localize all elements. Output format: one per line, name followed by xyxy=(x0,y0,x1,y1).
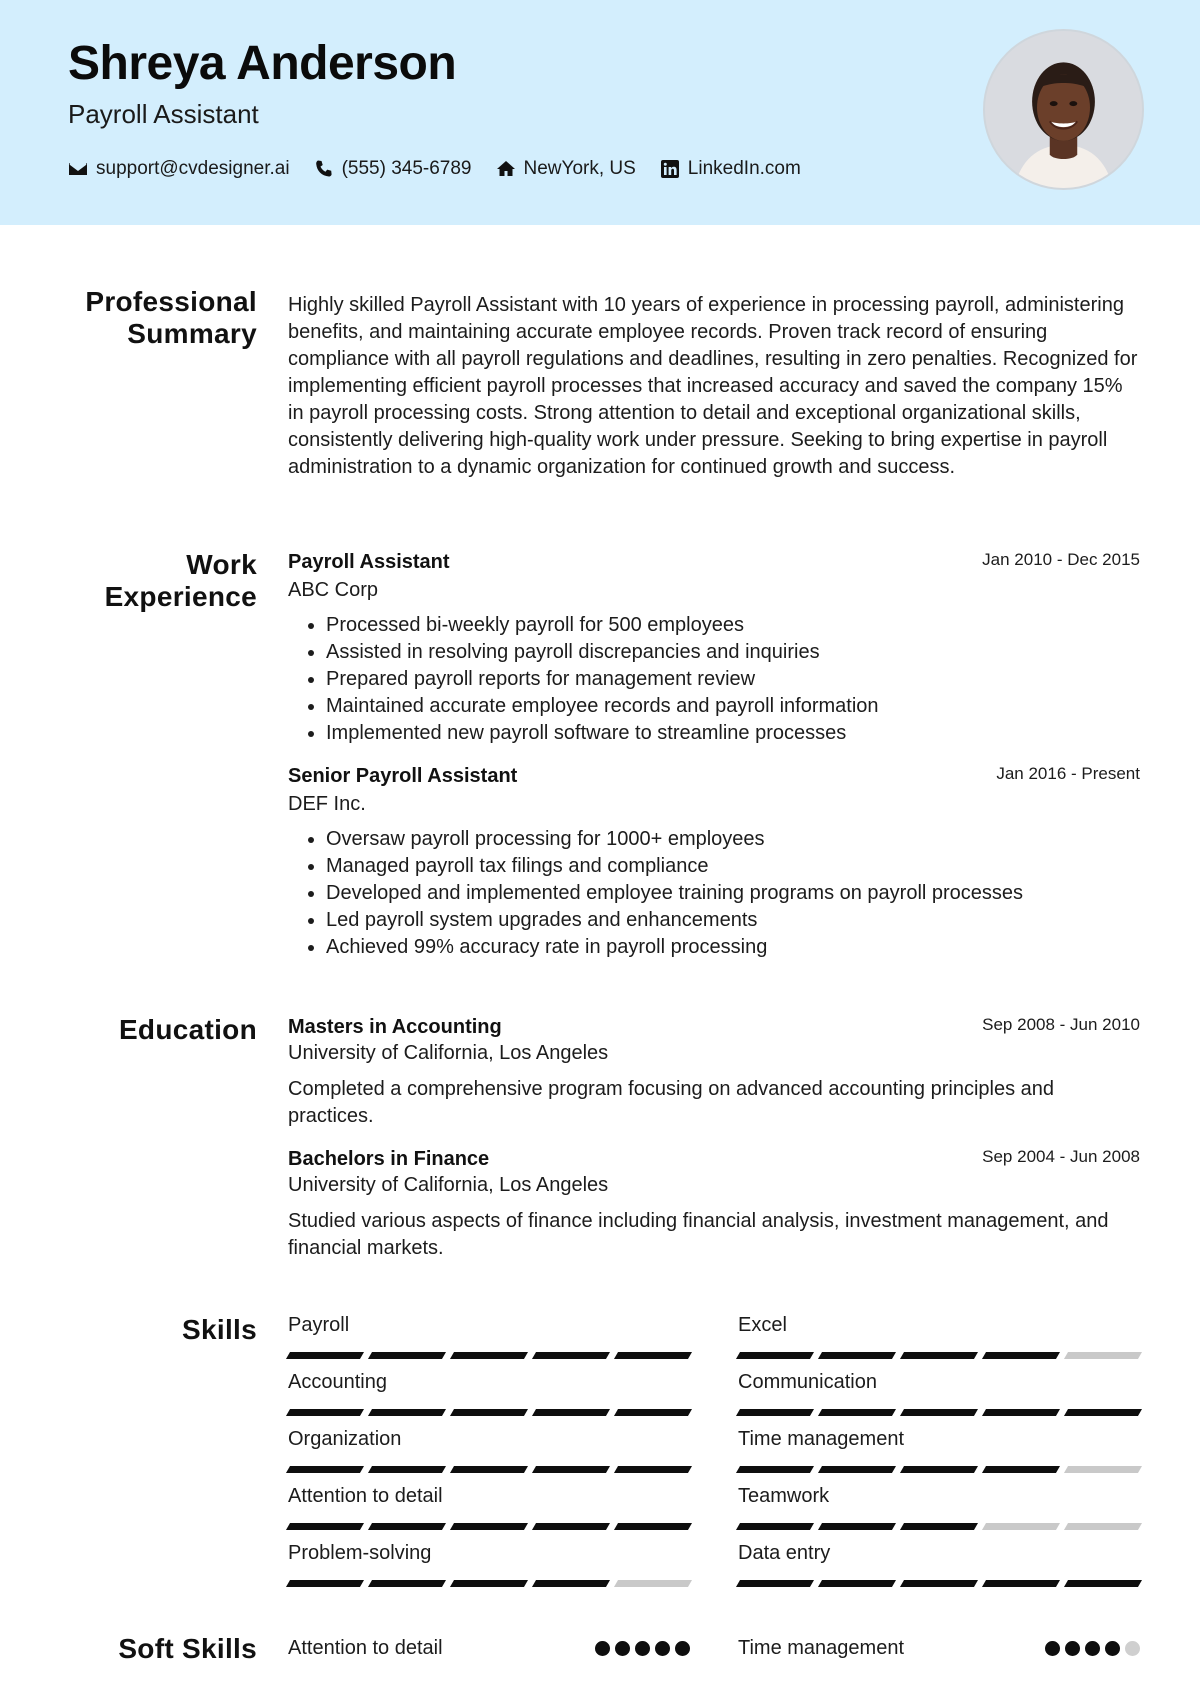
skill-level-bar xyxy=(738,1523,1140,1530)
phone-icon xyxy=(314,159,334,179)
education-2-dates: Sep 2004 - Jun 2008 xyxy=(982,1147,1140,1166)
job-1-bullets xyxy=(288,612,879,747)
skill-level-bar xyxy=(738,1466,1140,1473)
skill-label: Data entry xyxy=(738,1542,831,1564)
skill-level-bar xyxy=(288,1352,690,1359)
rating-dot xyxy=(675,1641,690,1656)
skill-level-segment xyxy=(368,1466,446,1473)
contact-linkedin-text: LinkedIn.com xyxy=(687,158,801,179)
job-1-company: ABC Corp xyxy=(288,579,379,601)
skill-level-segment xyxy=(900,1580,978,1587)
skill-item xyxy=(288,1483,690,1530)
skill-level-segment xyxy=(368,1580,446,1587)
rating-dot xyxy=(655,1641,670,1656)
skill-level-segment xyxy=(614,1409,692,1416)
home-icon xyxy=(496,159,516,179)
skill-level-segment xyxy=(286,1580,364,1587)
skill-item xyxy=(288,1312,690,1359)
soft-skill-rating xyxy=(590,1641,690,1656)
experience-heading: Work Experience xyxy=(104,549,257,612)
skill-level-segment xyxy=(450,1580,528,1587)
contact-linkedin[interactable] xyxy=(660,158,801,180)
skill-level-segment xyxy=(736,1352,814,1359)
skill-level-segment xyxy=(900,1466,978,1473)
skill-level-segment xyxy=(614,1352,692,1359)
skill-level-segment xyxy=(614,1523,692,1530)
soft-skill-label: Attention to detail xyxy=(288,1636,443,1659)
skill-level-segment xyxy=(1064,1580,1142,1587)
rating-dot xyxy=(1045,1641,1060,1656)
summary-text: Highly skilled Payroll Assistant with 10 years of experience in processing payroll, administering benefits, and maintaining accurate employee records. Proven track record of ensuring compliance with all payroll regulations and deadlines, resulting in zero penalties. Recognized for implementing efficient payroll processes that increased accuracy and saved the company 15% in payroll processing costs. Strong attention to detail and exceptional organizational skills, consistently delivering high-quality work under pressure. Seeking to bring expertise in payroll administration to a dynamic organization for continued growth and success. xyxy=(288,294,1138,478)
envelope-icon xyxy=(68,159,88,179)
profile-photo xyxy=(983,29,1144,190)
education-1-school: University of California, Los Angeles xyxy=(288,1042,609,1064)
list-item: • Prepared payroll reports for management review xyxy=(326,666,879,693)
skill-level-segment xyxy=(736,1523,814,1530)
rating-dot xyxy=(635,1641,650,1656)
skill-label: Attention to detail xyxy=(288,1485,443,1507)
contact-location xyxy=(496,158,636,180)
skill-level-segment xyxy=(286,1523,364,1530)
skill-level-segment xyxy=(1064,1523,1142,1530)
skills-heading: Skills xyxy=(182,1314,257,1345)
job-2-company: DEF Inc. xyxy=(288,793,366,815)
skill-level-segment xyxy=(982,1523,1060,1530)
education-1-description: Completed a comprehensive program focusing on advanced accounting principles and practices. xyxy=(288,1078,1055,1127)
contact-phone-text: (555) 345-6789 xyxy=(341,158,472,179)
skill-level-bar xyxy=(288,1523,690,1530)
list-item: • Implemented new payroll software to streamline processes xyxy=(326,720,879,747)
skill-item xyxy=(738,1369,1140,1416)
list-item: • Maintained accurate employee records and payroll information xyxy=(326,693,879,720)
skill-label: Communication xyxy=(738,1371,877,1393)
skill-level-bar xyxy=(738,1580,1140,1587)
skill-level-segment xyxy=(900,1352,978,1359)
skill-level-bar xyxy=(738,1352,1140,1359)
skill-item xyxy=(738,1426,1140,1473)
rating-dot xyxy=(1125,1641,1140,1656)
skill-level-segment xyxy=(286,1466,364,1473)
rating-dot xyxy=(615,1641,630,1656)
skill-label: Excel xyxy=(738,1314,787,1336)
summary-heading: Professional Summary xyxy=(85,286,257,349)
job-2-bullets xyxy=(288,826,1023,961)
skill-level-segment xyxy=(450,1409,528,1416)
contact-list xyxy=(68,158,825,180)
skill-level-segment xyxy=(818,1580,896,1587)
job-1-dates: Jan 2010 - Dec 2015 xyxy=(982,550,1140,569)
skill-level-segment xyxy=(1064,1466,1142,1473)
list-item: • Achieved 99% accuracy rate in payroll processing xyxy=(326,934,1023,961)
skill-level-bar xyxy=(288,1580,690,1587)
skill-level-segment xyxy=(450,1523,528,1530)
education-2-school: University of California, Los Angeles xyxy=(288,1174,609,1196)
linkedin-icon xyxy=(660,159,680,179)
skill-item xyxy=(738,1483,1140,1530)
rating-dot xyxy=(1085,1641,1100,1656)
skill-level-segment xyxy=(818,1352,896,1359)
skill-level-segment xyxy=(532,1523,610,1530)
skill-level-segment xyxy=(982,1409,1060,1416)
skill-item xyxy=(738,1540,1140,1587)
soft-skill-item xyxy=(288,1634,690,1662)
education-1-dates: Sep 2008 - Jun 2010 xyxy=(982,1015,1140,1034)
skill-level-segment xyxy=(450,1352,528,1359)
skill-level-segment xyxy=(982,1352,1060,1359)
skill-level-segment xyxy=(532,1409,610,1416)
skill-level-segment xyxy=(1064,1409,1142,1416)
skill-label: Teamwork xyxy=(738,1485,830,1507)
skill-level-segment xyxy=(736,1409,814,1416)
soft-skill-label: Time management xyxy=(738,1636,904,1659)
education-1-degree: Masters in Accounting xyxy=(288,1016,502,1038)
contact-email[interactable] xyxy=(68,158,290,180)
skill-level-segment xyxy=(286,1352,364,1359)
candidate-name: Shreya Anderson xyxy=(68,37,457,90)
education-heading: Education xyxy=(118,1014,257,1045)
skill-item xyxy=(288,1369,690,1416)
skill-level-segment xyxy=(736,1580,814,1587)
skill-item xyxy=(288,1426,690,1473)
list-item: • Assisted in resolving payroll discrepancies and inquiries xyxy=(326,639,879,666)
list-item: • Led payroll system upgrades and enhancements xyxy=(326,907,1023,934)
skill-level-segment xyxy=(900,1523,978,1530)
list-item: • Developed and implemented employee training programs on payroll processes xyxy=(326,880,1023,907)
skill-label: Time management xyxy=(738,1428,904,1450)
skill-level-segment xyxy=(532,1352,610,1359)
skill-level-bar xyxy=(288,1409,690,1416)
rating-dot xyxy=(1065,1641,1080,1656)
skill-level-segment xyxy=(818,1409,896,1416)
contact-email-text: support@cvdesigner.ai xyxy=(96,158,290,179)
list-item: • Managed payroll tax filings and compliance xyxy=(326,853,1023,880)
job-2-dates: Jan 2016 - Present xyxy=(996,764,1140,783)
contact-location-text: NewYork, US xyxy=(523,158,636,179)
job-1-title: Payroll Assistant xyxy=(288,551,450,573)
candidate-role: Payroll Assistant xyxy=(68,99,259,129)
skill-level-segment xyxy=(368,1409,446,1416)
skill-item xyxy=(288,1540,690,1587)
profile-photo-illustration xyxy=(985,31,1142,188)
soft-skill-rating xyxy=(1040,1641,1140,1656)
list-item: • Processed bi-weekly payroll for 500 employees xyxy=(326,612,879,639)
skill-level-bar xyxy=(288,1466,690,1473)
skill-level-segment xyxy=(818,1523,896,1530)
education-2-description: Studied various aspects of finance including financial analysis, investment management, and financial markets. xyxy=(288,1210,1109,1259)
skill-label: Accounting xyxy=(288,1371,387,1393)
skill-level-segment xyxy=(368,1523,446,1530)
skill-level-segment xyxy=(614,1466,692,1473)
contact-phone[interactable] xyxy=(314,158,472,180)
skill-level-segment xyxy=(532,1466,610,1473)
skill-level-segment xyxy=(818,1466,896,1473)
skill-level-segment xyxy=(286,1409,364,1416)
skill-level-segment xyxy=(982,1580,1060,1587)
list-item: • Oversaw payroll processing for 1000+ employees xyxy=(326,826,1023,853)
skill-level-segment xyxy=(450,1466,528,1473)
soft-skill-item xyxy=(738,1634,1140,1662)
skill-level-segment xyxy=(982,1466,1060,1473)
soft-skills-heading: Soft Skills xyxy=(118,1633,257,1664)
rating-dot xyxy=(595,1641,610,1656)
skill-label: Problem-solving xyxy=(288,1542,432,1564)
education-2-degree: Bachelors in Finance xyxy=(288,1148,490,1170)
skill-label: Payroll xyxy=(288,1314,350,1336)
skill-level-segment xyxy=(736,1466,814,1473)
skill-level-segment xyxy=(1064,1352,1142,1359)
header-banner xyxy=(0,0,1200,225)
rating-dot xyxy=(1105,1641,1120,1656)
skill-item xyxy=(738,1312,1140,1359)
skill-label: Organization xyxy=(288,1428,402,1450)
skill-level-bar xyxy=(738,1409,1140,1416)
skill-level-segment xyxy=(368,1352,446,1359)
job-2-title: Senior Payroll Assistant xyxy=(288,765,518,787)
skill-level-segment xyxy=(614,1580,692,1587)
skill-level-segment xyxy=(900,1409,978,1416)
skill-level-segment xyxy=(532,1580,610,1587)
